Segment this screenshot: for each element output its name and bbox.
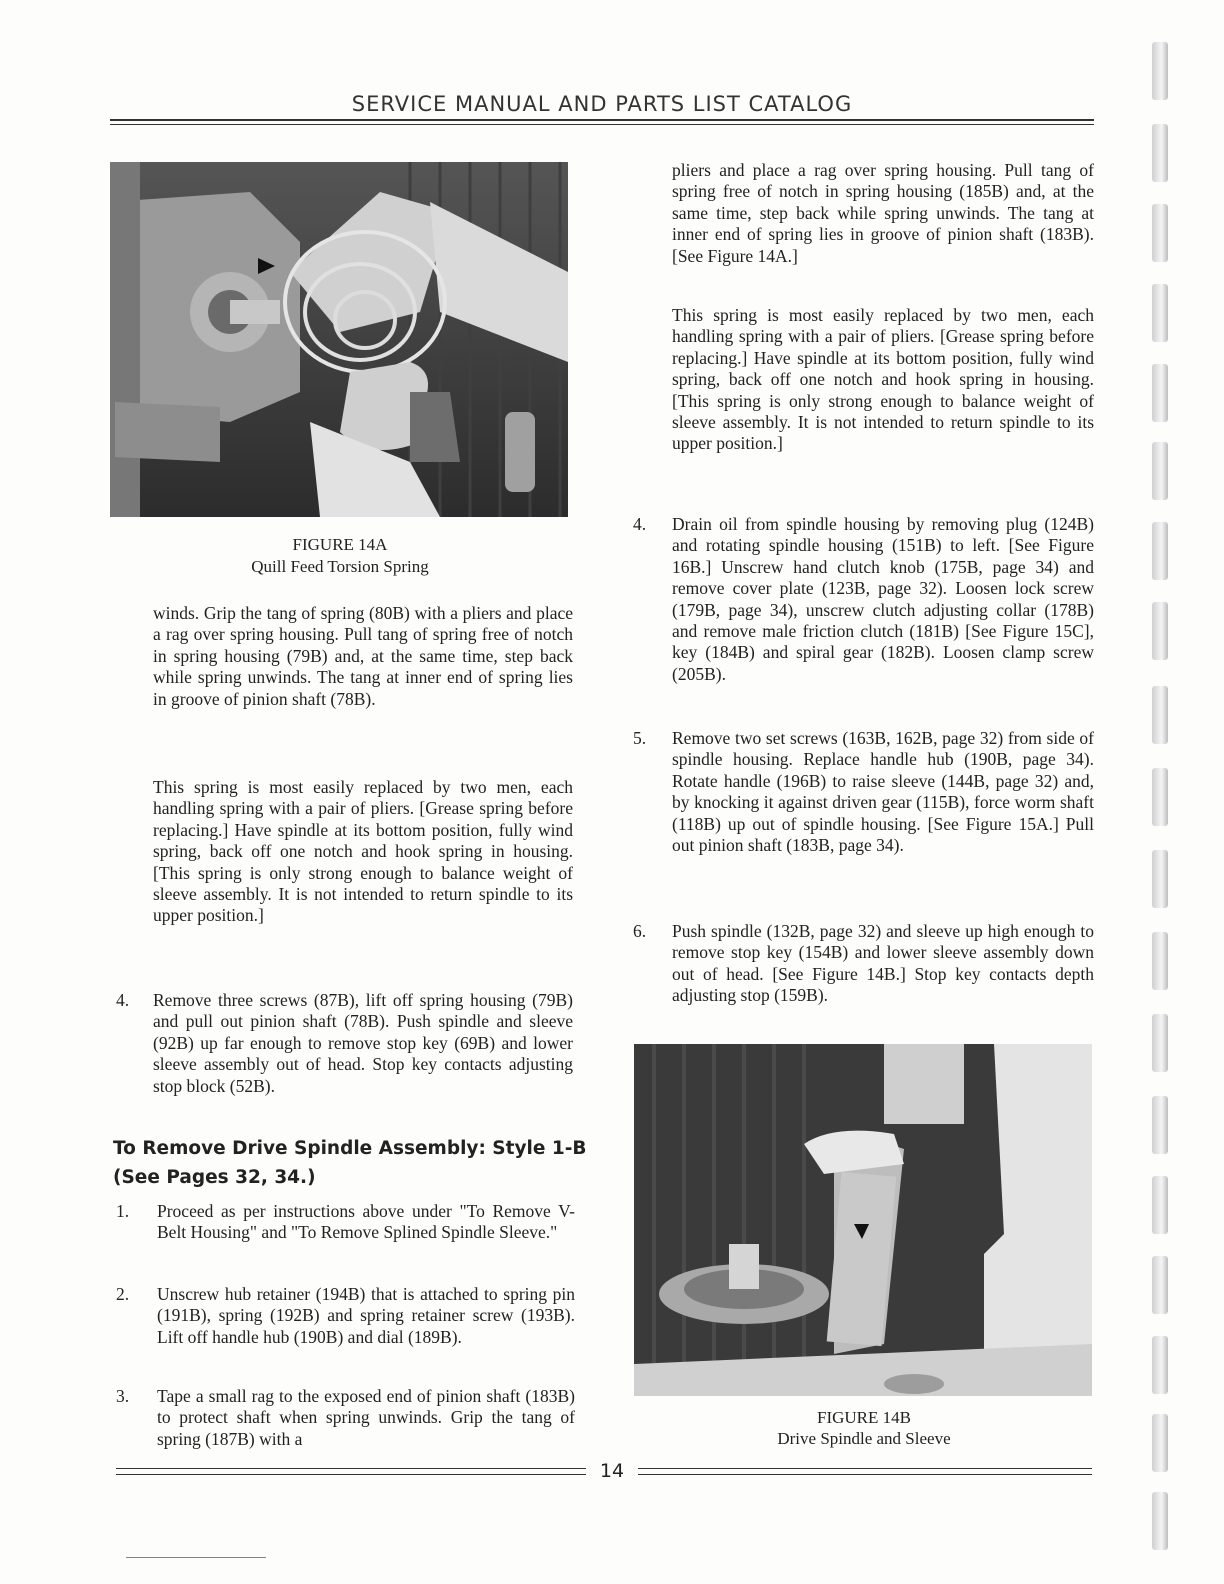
header-rule-thin [110,124,1094,125]
index-tab [1152,1014,1168,1072]
right-item-6-text: Push spindle (132B, page 32) and sleeve up high enough to remove stop key (154B) and lower sleeve assembly down out of head. [See Figure 14B.] Stop key contacts depth adjusting stop (159B). [672,921,1094,1006]
header-rule [110,119,1094,121]
right-item-5-text: Remove two set screws (163B, 162B, page 32) from side of spindle housing. Replace handle hub (190B, page 34). Rotate handle (196B) to raise sleeve (144B, page 32) and, by knocking it against driven gear (115B), force worm shaft (118B) up out of spindle housing. [See Figure 15A.] Pull out pinion shaft (183B, page 34). [672,728,1094,856]
index-tab [1152,204,1168,262]
index-tab [1152,1256,1168,1314]
index-tab [1152,124,1168,182]
index-tab [1152,284,1168,342]
left-item-2-number: 2. [116,1284,130,1304]
footer-rule-left [116,1468,586,1475]
figure-14a-caption: Quill Feed Torsion Spring [251,557,429,576]
index-tab [1152,686,1168,744]
index-tab [1152,768,1168,826]
index-tab [1152,364,1168,422]
right-paragraph-1: pliers and place a rag over spring housing. Pull tang of spring free of notch in spring housing (185B) and, at the same time, step back while spring unwinds. The tang at inner end of spring lies in groove of pinion shaft (183B). [See Figure 14A.] [672,160,1094,266]
index-tab [1152,1336,1168,1394]
index-tab [1152,522,1168,580]
left-item-3-text: Tape a small rag to the exposed end of pinion shaft (183B) to protect shaft when spring unwinds. Grip the tang of spring (187B) with a [157,1386,575,1449]
right-paragraph-2: This spring is most easily replaced by two men, each handling spring with a pair of pliers. [Grease spring before replacing.] Have spindle at its bottom position, fully wind spring, back off one notch and hook spring in housing. [This spring is only strong enough to balance weight of sleeve assembly. It is not intended to return spindle to its upper position.] [672,305,1094,454]
index-tab [1152,42,1168,100]
right-item-5-number: 5. [633,728,647,748]
index-tab [1152,1414,1168,1472]
index-tab [1152,442,1168,500]
left-item-1-text: Proceed as per instructions above under "To Remove V-Belt Housing" and "To Remove Splined Spindle Sleeve." [157,1201,575,1243]
right-item-4-number: 4. [633,514,647,534]
left-paragraph-1: winds. Grip the tang of spring (80B) with a pliers and place a rag over spring housing. Pull tang of spring free of notch in spring housing (79B) and, at the same time, step back while spring unwinds. The tang at inner end of spring lies in groove of pinion shaft (78B). [153,603,573,709]
index-tab [1152,602,1168,660]
section-heading-line-2: (See Pages 32, 34.) [113,1167,316,1188]
index-tab [1152,1492,1168,1550]
left-item-1-number: 1. [116,1201,130,1221]
left-paragraph-2: This spring is most easily replaced by two men, each handling spring with a pair of pliers. [Grease spring before replacing.] Have spindle at its bottom position, fully wind spring, back off one notch and hook spring in housing. [This spring is only strong enough to balance weight of sleeve assembly. It is not intended to return spindle to its upper position.] [153,777,573,926]
figure-14b-photo [634,1044,1092,1396]
left-item-4-text: Remove three screws (87B), lift off spring housing (79B) and pull out pinion shaft (78B). Push spindle and sleeve (92B) up far enough to remove stop key (69B) and lower sleeve assembly out of head. Stop key contacts adjusting stop block (52B). [153,990,573,1096]
right-item-6-number: 6. [633,921,647,941]
page-number: 14 [599,1460,625,1482]
index-tab [1152,850,1168,908]
figure-14a-label: FIGURE 14A [292,535,388,554]
section-heading-line-1: To Remove Drive Spindle Assembly: Style 1-B [113,1138,587,1159]
left-item-2-text: Unscrew hub retainer (194B) that is attached to spring pin (191B), spring (192B) and spring retainer screw (193B). Lift off handle hub (190B) and dial (189B). [157,1284,575,1347]
bottom-blue-line [126,1557,266,1558]
figure-14b-label: FIGURE 14B [817,1408,911,1427]
left-item-3-number: 3. [116,1386,130,1406]
index-tab [1152,932,1168,990]
right-item-4-text: Drain oil from spindle housing by removing plug (124B) and rotating spindle housing (151B) to left. [See Figure 16B.] Unscrew hand clutch knob (175B, page 34) and remove cover plate (123B, page 32). Loosen lock screw (179B, page 34), unscrew clutch adjusting collar (178B) and remove male friction clutch (181B) [See Figure 15C], key (184B) and spiral gear (182B). Loosen clamp screw (205B). [672,514,1094,684]
index-tab [1152,1176,1168,1234]
page-header-title: SERVICE MANUAL AND PARTS LIST CATALOG [351,92,853,116]
figure-14a-photo [110,162,568,517]
figure-14b-caption: Drive Spindle and Sleeve [777,1429,951,1448]
left-item-4-number: 4. [116,990,130,1010]
footer-rule-right [638,1468,1092,1475]
index-tab [1152,1096,1168,1154]
